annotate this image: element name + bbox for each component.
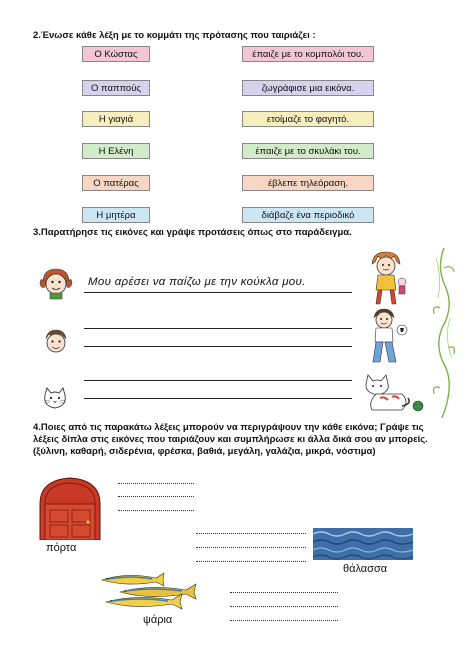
- girl-with-doll-illustration: [360, 250, 412, 306]
- right-phrase[interactable]: έβλεπε τηλεόραση.: [242, 175, 374, 191]
- green-vine-decoration: [432, 248, 456, 418]
- dotted-answer-line[interactable]: [230, 620, 338, 621]
- sea-illustration: [313, 528, 413, 560]
- fish-illustration: [96, 572, 220, 614]
- cat-face-icon: [40, 386, 70, 412]
- exercise-3-title: 3.Παρατήρησε τις εικόνες και γράψε προτάσεις όπως στο παράδειγμα.: [33, 227, 352, 238]
- dotted-answer-line[interactable]: [118, 483, 194, 484]
- right-phrase[interactable]: διάβαζε ένα περιοδικό: [242, 207, 374, 223]
- left-word[interactable]: Η μητέρα: [82, 207, 150, 223]
- cat-with-yarn-illustration: [356, 370, 426, 414]
- right-phrase[interactable]: έπαιζε με το σκυλάκι του.: [242, 143, 374, 159]
- boy-face-icon: [40, 326, 72, 358]
- boy-with-ball-illustration: [356, 306, 416, 366]
- dotted-answer-line[interactable]: [230, 592, 338, 593]
- dotted-answer-line[interactable]: [230, 606, 338, 607]
- dotted-answer-line[interactable]: [196, 533, 306, 534]
- left-word[interactable]: Ο Κώστας: [82, 46, 150, 62]
- exercise-4-word-list: (ξύλινη, καθαρή, σιδερένια, φρέσκα, βαθιά, μεγάλη, γαλάζια, μικρά, νόστιμα): [33, 446, 376, 457]
- left-word[interactable]: Η Ελένη: [82, 143, 150, 159]
- dotted-answer-line[interactable]: [196, 547, 306, 548]
- writing-line[interactable]: [84, 346, 352, 347]
- exercise-4-title-line-2: λέξεις δίπλα στις εικόνες που ταιριάζουν και συμπλήρωσε κι άλλα δικά σου αν μπορείς.: [33, 434, 428, 445]
- dotted-answer-line[interactable]: [118, 510, 194, 511]
- left-word[interactable]: Ο πατέρας: [82, 175, 150, 191]
- example-sentence: Μου αρέσει να παίζω με την κούκλα μου.: [88, 276, 306, 288]
- writing-line[interactable]: [84, 398, 352, 399]
- red-door-illustration: [37, 474, 103, 540]
- writing-line[interactable]: [84, 380, 352, 381]
- right-phrase[interactable]: ετοίμαζε το φαγητό.: [242, 111, 374, 127]
- sea-caption: θάλασσα: [343, 563, 388, 575]
- writing-line[interactable]: [84, 328, 352, 329]
- fish-caption: ψάρια: [143, 614, 173, 626]
- exercise-2-title: 2.Ένωσε κάθε λέξη με το κομμάτι της πρότασης που ταιριάζει :: [33, 30, 316, 41]
- girl-face-icon: [38, 265, 74, 301]
- dotted-answer-line[interactable]: [196, 561, 306, 562]
- writing-line: [84, 292, 352, 293]
- exercise-4-title-line-1: 4.Ποιες από τις παρακάτω λέξεις μπορούν να περιγράψουν την κάθε εικόνα; Γράψε τις: [33, 422, 424, 433]
- left-word[interactable]: Ο παππούς: [82, 80, 150, 96]
- left-word[interactable]: Η γιαγιά: [82, 111, 150, 127]
- right-phrase[interactable]: έπαιζε με το κομπολόι του.: [242, 46, 374, 62]
- door-caption: πόρτα: [46, 542, 77, 554]
- right-phrase[interactable]: ζωγράφισε μια εικόνα.: [242, 80, 374, 96]
- dotted-answer-line[interactable]: [118, 496, 194, 497]
